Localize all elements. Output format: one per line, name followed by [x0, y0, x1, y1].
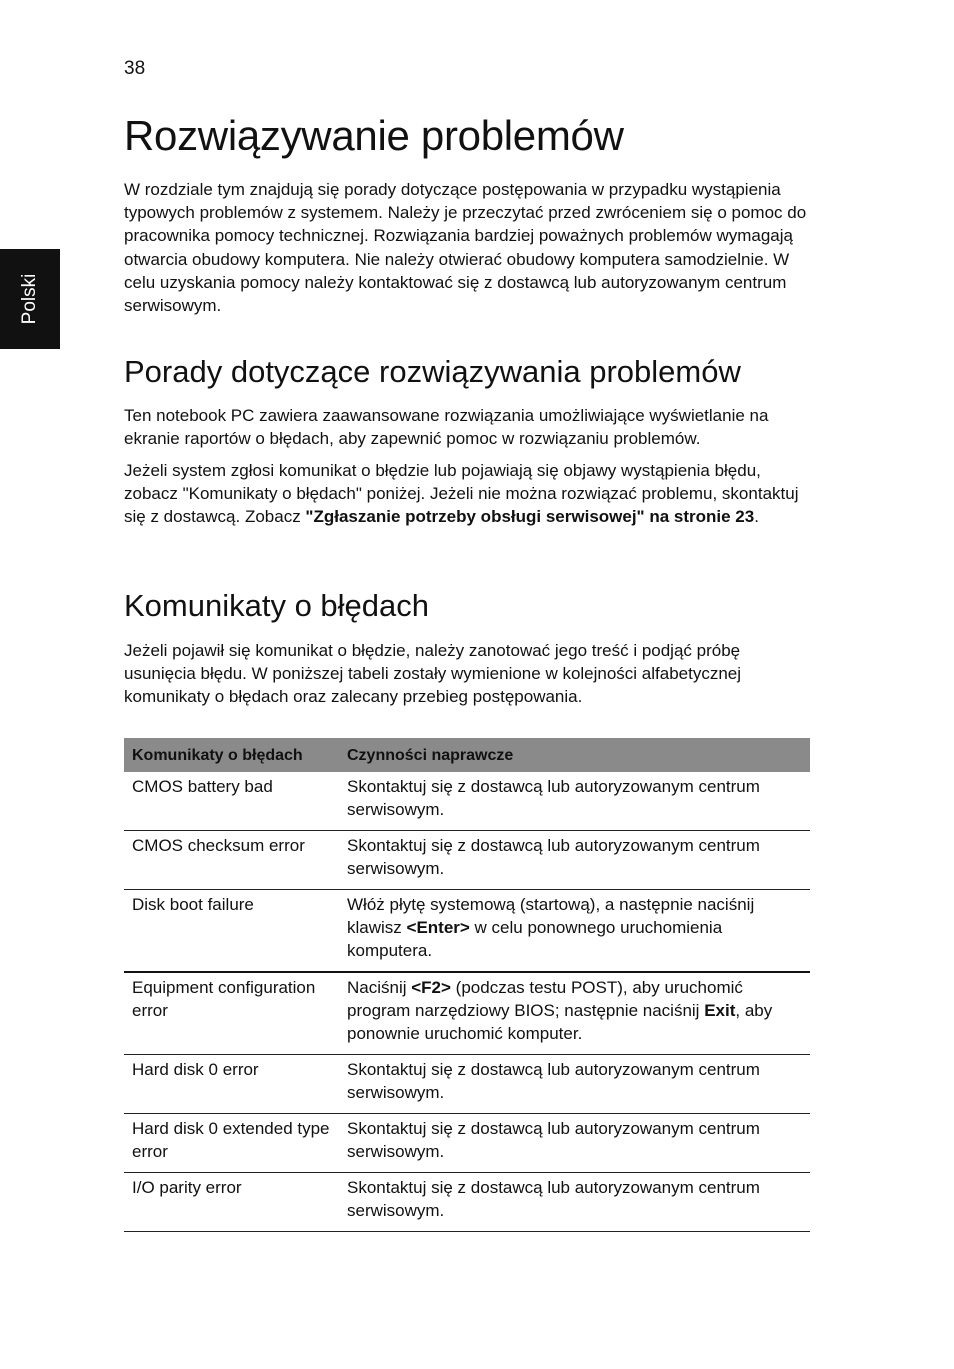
error-cell: Equipment configuration error	[124, 972, 339, 1055]
action-cell	[339, 972, 810, 1055]
enter-key-label: <Enter>	[406, 918, 470, 937]
tips-paragraph-1: Ten notebook PC zawiera zaawansowane rozwiązania umożliwiające wyświetlanie na ekranie raportów o błędach, aby zapewnić pomoc w rozwiązaniu problemów.	[124, 406, 769, 449]
error-cell: I/O parity error	[124, 1173, 339, 1232]
page-title: Rozwiązywanie problemów	[124, 112, 624, 159]
table-row	[124, 1055, 810, 1114]
header-corrective-action: Czynności naprawcze	[339, 738, 810, 772]
tips-paragraph-2-text: Jeżeli system zgłosi komunikat o błędzie lub pojawiają się objawy wystąpienia błędu, zobacz "Komunikaty o błędach" poniżej. Jeżeli nie można rozwiązać problemu, skontaktuj się z dostawcą. Zobacz	[124, 461, 799, 527]
tips-paragraph-2-end: .	[754, 507, 759, 527]
page-number: 38	[124, 58, 146, 79]
tips-paragraph-2	[124, 459, 810, 529]
action-text: (podczas testu POST), aby uruchomić program narzędziowy BIOS; następnie naciśnij	[347, 978, 743, 1020]
error-cell: Disk boot failure	[124, 890, 339, 973]
table-row	[124, 890, 810, 973]
action-cell	[339, 890, 810, 973]
f2-key-label: <F2>	[411, 978, 451, 997]
action-text: Włóż płytę systemową (startową), a następnie naciśnij klawisz	[347, 895, 755, 937]
error-cell: CMOS battery bad	[124, 772, 339, 831]
action-cell: Skontaktuj się z dostawcą lub autoryzowanym centrum serwisowym.	[339, 1173, 810, 1232]
table-row	[124, 1114, 810, 1173]
action-text: , aby ponownie uruchomić komputer.	[347, 1001, 773, 1043]
error-cell: Hard disk 0 error	[124, 1055, 339, 1114]
side-tab-label: Polski	[19, 273, 40, 325]
action-cell: Skontaktuj się z dostawcą lub autoryzowanym centrum serwisowym.	[339, 1055, 810, 1114]
intro-paragraph: W rozdziale tym znajdują się porady dotyczące postępowania w przypadku wystąpienia typowych problemów z systemem. Należy je przeczytać przed zwróceniem się o pomoc do pracownika pomocy technicznej. Rozwiązania bardziej poważnych problemów wymagają otwarcia obudowy komputera. Nie należy otwierać obudowy komputera samodzielnie. W celu uzyskania pomocy należy kontaktować się z dostawcą lub autoryzowanym centrum serwisowym.	[124, 180, 807, 316]
section-heading-error-messages: Komunikaty o błędach	[124, 588, 430, 623]
table-row	[124, 831, 810, 890]
table-row	[124, 972, 810, 1055]
table-header-row	[124, 738, 810, 772]
action-text: w celu ponownego uruchomienia komputera.	[347, 918, 723, 960]
error-messages-paragraph: Jeżeli pojawił się komunikat o błędzie, należy zanotować jego treść i podjąć próbę usunięcia błędu. W poniższej tabeli zostały wymienione w kolejności alfabetycznej komunikaty o błędach oraz zalecany przebieg postępowania.	[124, 641, 742, 707]
action-cell: Skontaktuj się z dostawcą lub autoryzowanym centrum serwisowym.	[339, 831, 810, 890]
action-cell: Skontaktuj się z dostawcą lub autoryzowanym centrum serwisowym.	[339, 1114, 810, 1173]
table-row	[124, 1173, 810, 1232]
service-reference-link: "Zgłaszanie potrzeby obsługi serwisowej" na stronie 23	[305, 507, 755, 527]
table-row	[124, 772, 810, 831]
section-heading-tips: Porady dotyczące rozwiązywania problemów	[124, 354, 741, 389]
error-cell: Hard disk 0 extended type error	[124, 1114, 339, 1173]
error-cell: CMOS checksum error	[124, 831, 339, 890]
header-error-message: Komunikaty o błędach	[124, 738, 339, 772]
action-text: Naciśnij	[347, 978, 412, 997]
exit-label: Exit	[704, 1001, 736, 1020]
action-cell: Skontaktuj się z dostawcą lub autoryzowanym centrum serwisowym.	[339, 772, 810, 831]
error-messages-table	[124, 738, 810, 1232]
language-side-tab	[0, 249, 60, 349]
